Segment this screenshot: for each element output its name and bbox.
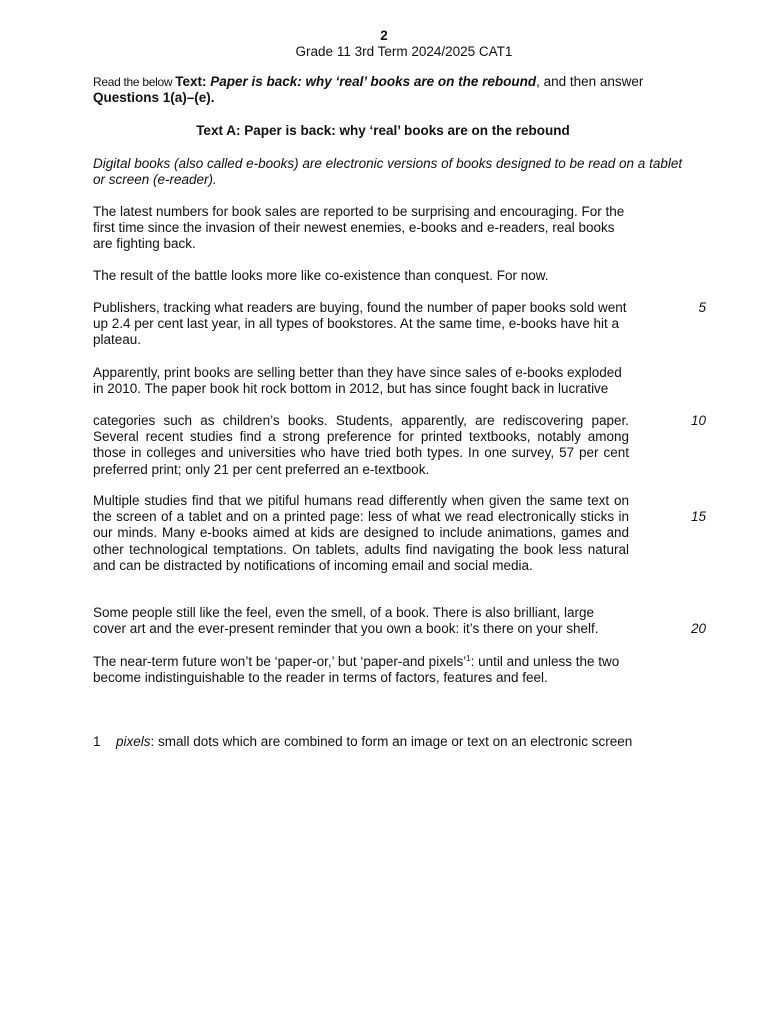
paragraph-4: Apparently, print books are selling better than they have since sales of e-books exploded in 2010. The paper book hit rock bottom in 2012, but has since fought back in lucrative xyxy=(93,365,622,397)
paragraph-5: categories such as children’s books. Students, apparently, are rediscovering paper. Several recent studies find a strong preference for printed textbooks, notably among those in colleges and universities who have tried both types. In one survey, 57 per cent preferred print; only 21 per cent preferred an e-textbook. xyxy=(93,413,629,477)
paragraph-8-start: The near-term future won’t be ‘paper-or,’ but ‘paper-and pixels’ xyxy=(93,654,467,669)
paragraph-8-end: : until and unless the two become indistinguishable to the reader in terms of factors, features and feel. xyxy=(93,654,620,686)
paragraph-3: Publishers, tracking what readers are buying, found the number of paper books sold went up 2.4 per cent last year, in all types of bookstores. At the same time, e-books have hit a plateau. xyxy=(93,300,627,348)
instruction-questions: Questions 1(a)–(e). xyxy=(93,90,215,106)
instruction xyxy=(93,74,693,106)
line-number-20: 20 xyxy=(690,621,706,636)
instruction-title: Paper is back: why ‘real’ books are on the rebound xyxy=(210,74,537,89)
line-number-10: 10 xyxy=(690,413,706,428)
instruction-text-label: Text: xyxy=(175,74,211,89)
footnote-term: pixels xyxy=(116,734,151,749)
text-title: Text A: Paper is back: why ‘real’ books are on the rebound xyxy=(196,123,570,138)
paragraph-6: Multiple studies find that we pitiful humans read differently when given the same text on the screen of a tablet and on a printed page: less of what we read electronically sticks in our minds. Many e-books aimed at kids are designed to include animations, games and other technological temptations. On tablets, adults find navigating the book less natural and can be distracted by notifications of incoming email and social media. xyxy=(93,493,629,573)
intro-paragraph: Digital books (also called e-books) are electronic versions of books designed to be read on a tablet or screen (e-reader). xyxy=(93,156,683,188)
footnote-number: 1 xyxy=(93,734,101,749)
page-number: 2 xyxy=(380,28,388,43)
footnote-definition: : small dots which are combined to form an image or text on an electronic screen xyxy=(150,734,633,749)
line-number-15: 15 xyxy=(690,509,706,524)
paragraph-8 xyxy=(93,654,629,686)
paragraph-2: The result of the battle looks more like co-existence than conquest. For now. xyxy=(93,268,549,283)
instruction-middle: , and then answer xyxy=(536,74,644,89)
footnote-marker: 1 xyxy=(466,654,471,663)
instruction-prefix: Read the below xyxy=(93,75,176,89)
line-number-5: 5 xyxy=(698,300,706,315)
footnote xyxy=(93,734,632,750)
paragraph-1: The latest numbers for book sales are reported to be surprising and encouraging. For the first time since the invasion of their newest enemies, e-books and e-readers, real books are fighting back. xyxy=(93,204,625,252)
paragraph-7: Some people still like the feel, even the smell, of a book. There is also brilliant, large cover art and the ever-present reminder that you own a book: it’s there on your shelf. xyxy=(93,605,599,637)
exam-header: Grade 11 3rd Term 2024/2025 CAT1 xyxy=(295,44,513,59)
